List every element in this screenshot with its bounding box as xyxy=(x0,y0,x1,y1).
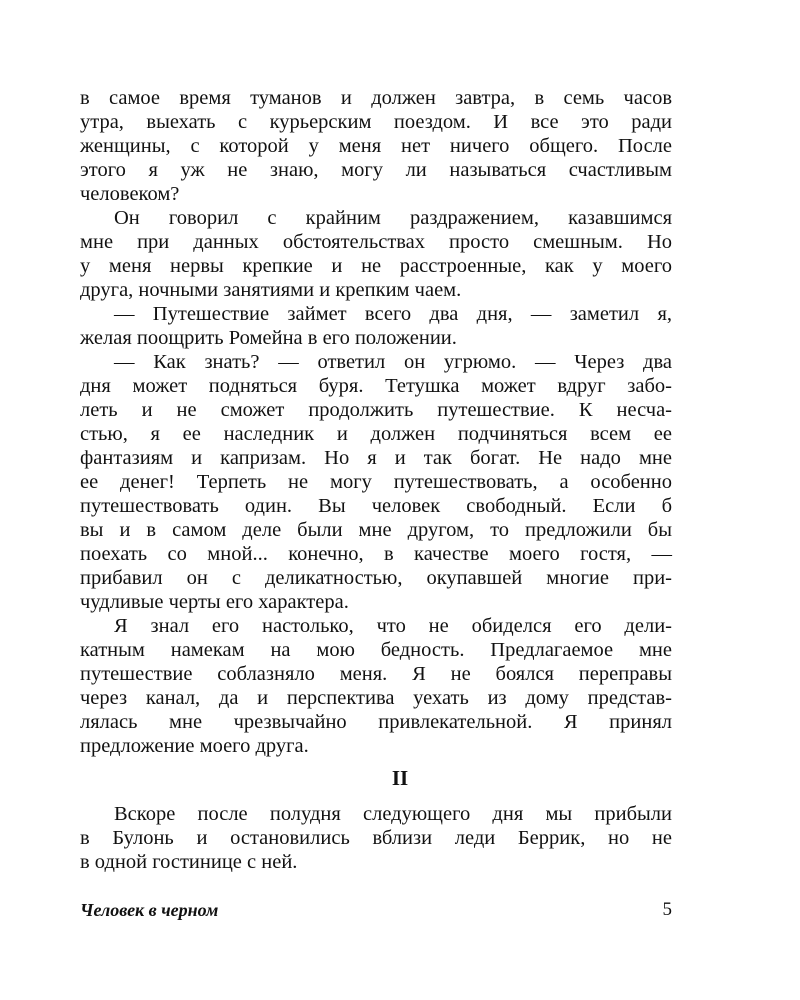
text-line: в самое время туманов и должен завтра, в семь часов xyxy=(80,87,672,109)
text-line: стью, я ее наследник и должен подчиняться всем ее xyxy=(80,423,672,445)
chapter-heading: II xyxy=(391,766,409,790)
text-line: леть и не сможет продолжить путешествие. К несча- xyxy=(80,399,672,421)
text-line: через канал, да и перспектива уехать из дому представ- xyxy=(80,687,672,709)
text-line: — Как знать? — ответил он угрюмо. — Через два xyxy=(114,351,672,373)
text-line: катным намекам на мою бедность. Предлагаемое мне xyxy=(80,639,672,661)
text-line: — Путешествие займет всего два дня, — заметил я, xyxy=(114,303,672,325)
text-line: человеком? xyxy=(80,183,180,205)
text-line: ее денег! Терпеть не могу путешествовать, а особенно xyxy=(80,471,672,493)
text-line: женщины, с которой у меня нет ничего общего. После xyxy=(80,135,672,157)
chapter-text xyxy=(80,802,672,874)
text-line: Он говорил с крайним раздражением, казавшимся xyxy=(114,207,672,229)
text-line: мне при данных обстоятельствах просто смешным. Но xyxy=(80,231,672,253)
text-line: предложение моего друга. xyxy=(80,735,309,757)
text-line: утра, выехать с курьерским поездом. И все это ради xyxy=(80,111,672,133)
text-line: дня может подняться буря. Тетушка может вдруг забо- xyxy=(80,375,672,397)
text-line: фантазиям и капризам. Но я и так богат. Не надо мне xyxy=(80,447,672,469)
text-line: в Булонь и остановились вблизи леди Беррик, но не xyxy=(80,827,672,849)
text-line: путешествовать один. Вы человек свободный. Если б xyxy=(80,495,672,517)
text-line: Я знал его настолько, что не обиделся его дели- xyxy=(114,615,672,637)
page-number: 5 xyxy=(662,899,672,920)
text-line: вы и в самом деле были мне другом, то предложили бы xyxy=(80,519,672,541)
text-line: этого я уж не знаю, могу ли называться счастливым xyxy=(80,159,672,181)
book-title: Человек в черном xyxy=(80,900,219,920)
text-line: желая поощрить Ромейна в его положении. xyxy=(80,327,457,349)
text-line: лялась мне чрезвычайно привлекательной. Я принял xyxy=(80,711,672,733)
text-line: поехать со мной... конечно, в качестве моего гостя, — xyxy=(80,543,672,565)
running-footer xyxy=(80,896,672,924)
text-line: в одной гостинице с ней. xyxy=(80,851,298,873)
text-line: друга, ночными занятиями и крепким чаем. xyxy=(80,279,462,301)
text-line: Вскоре после полудня следующего дня мы прибыли xyxy=(114,803,672,825)
text-line: путешествие соблазняло меня. Я не боялся переправы xyxy=(80,663,672,685)
text-line: прибавил он с деликатностью, окупавшей многие при- xyxy=(80,567,672,589)
body-text xyxy=(80,86,672,758)
text-line: у меня нервы крепкие и не расстроенные, как у моего xyxy=(80,255,672,277)
text-line: чудливые черты его характера. xyxy=(80,591,349,613)
